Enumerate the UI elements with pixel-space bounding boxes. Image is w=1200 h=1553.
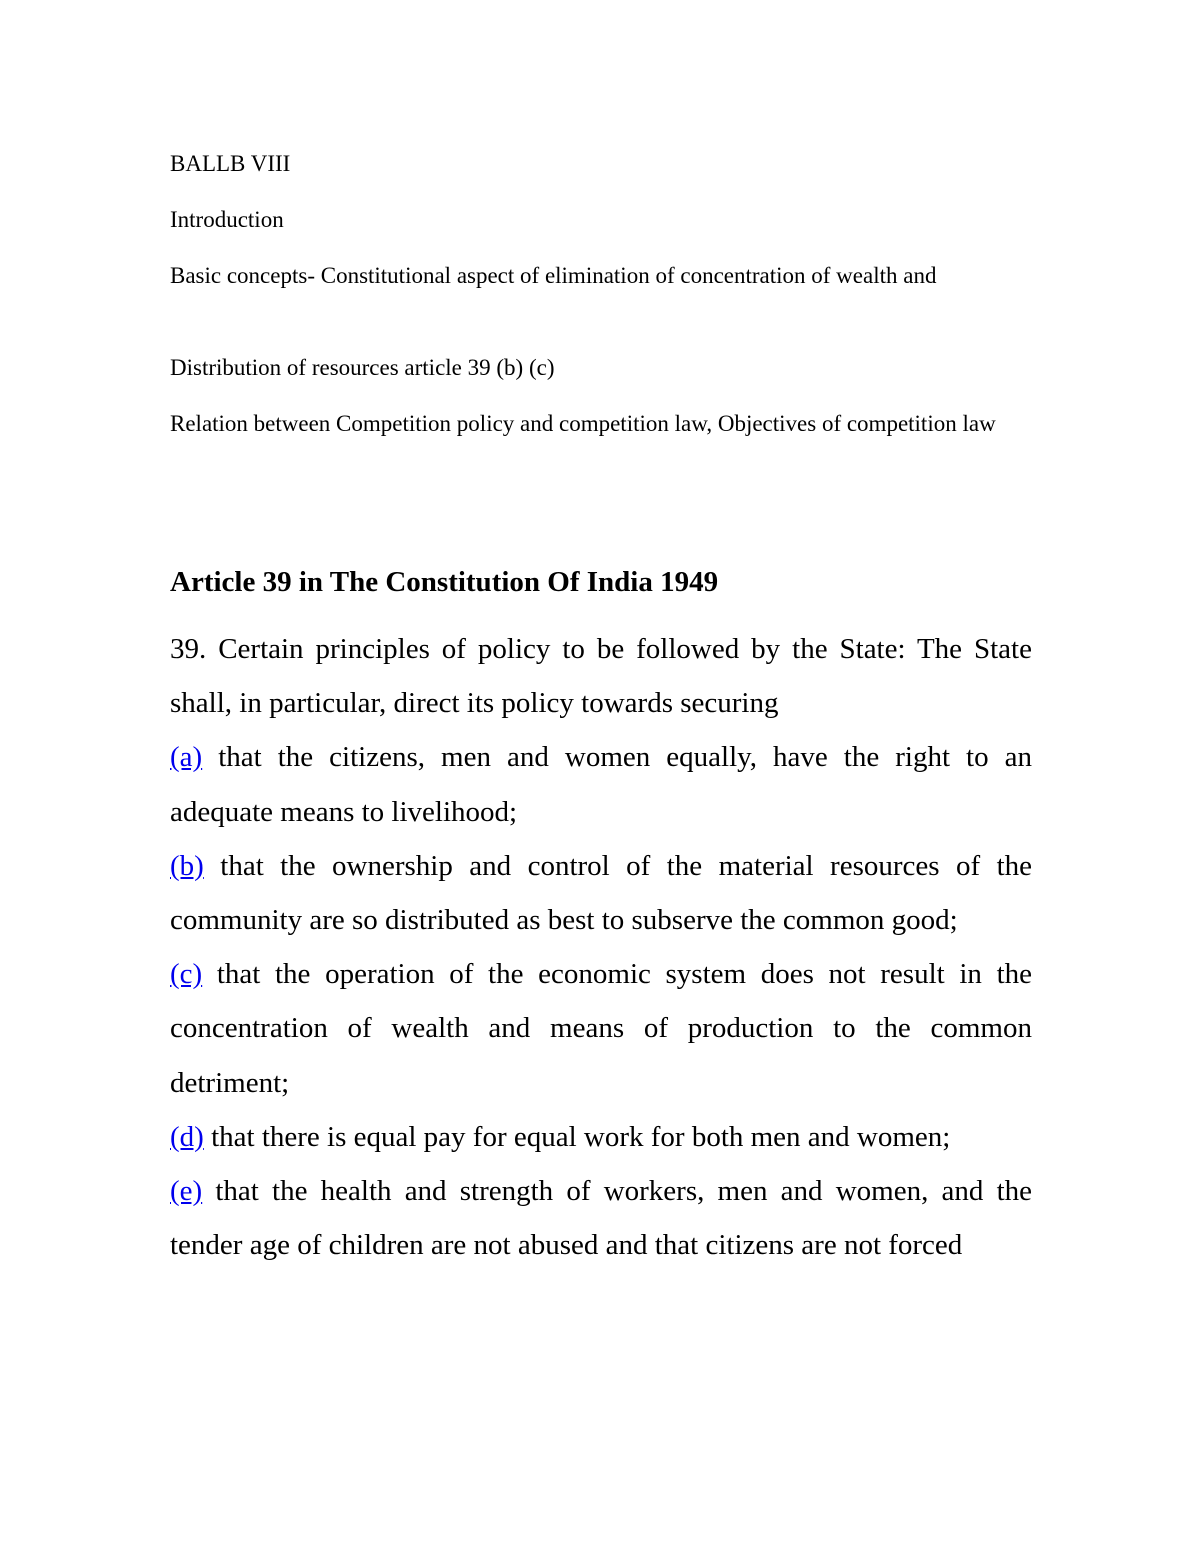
clause-b-text: that the ownership and control of the material resources of the community are so distributed as best to subserve the common good; (170, 849, 1032, 937)
article-heading: Article 39 in The Constitution Of India 1949 (170, 566, 719, 598)
clause-b (170, 839, 1032, 947)
clause-d (170, 1110, 1032, 1164)
clause-c-text: that the operation of the economic system does not result in the concentration of wealth and means of production to the common detriment; (170, 958, 1032, 1099)
clause-e (170, 1164, 1032, 1272)
clause-d-link[interactable]: (d) (170, 1120, 204, 1153)
clause-a-text: that the citizens, men and women equally, have the right to an adequate means to livelihood; (170, 741, 1032, 828)
clause-a-link[interactable]: (a) (170, 741, 203, 774)
clause-c-link[interactable]: (c) (170, 958, 203, 991)
article-body (170, 622, 1032, 1272)
section-title: Introduction (170, 207, 284, 232)
article-intro: 39. Certain principles of policy to be followed by the State: The State shall, in particular, direct its policy towards securing (170, 633, 1032, 720)
clause-e-link[interactable]: (e) (170, 1175, 203, 1208)
clause-c (170, 947, 1032, 1110)
topic-distribution: Distribution of resources article 39 (b) (c) (170, 355, 555, 380)
topic-basic-concepts: Basic concepts- Constitutional aspect of elimination of concentration of wealth and (170, 263, 937, 288)
clause-a (170, 730, 1032, 838)
clause-e-text: that the health and strength of workers, men and women, and the tender age of children are not abused and that citizens are not forced (170, 1175, 1032, 1262)
course-code: BALLB VIII (170, 151, 291, 176)
topic-competition: Relation between Competition policy and competition law, Objectives of competition law (170, 411, 996, 436)
clause-d-text: that there is equal pay for equal work for both men and women; (203, 1120, 951, 1153)
clause-b-link[interactable]: (b) (170, 849, 204, 882)
